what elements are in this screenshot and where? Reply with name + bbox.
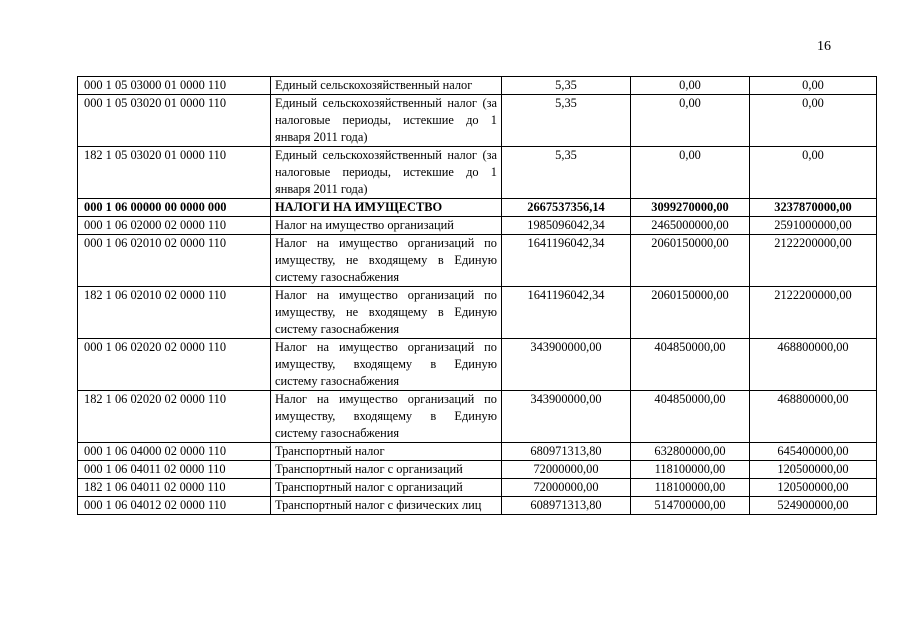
value-cell: 680971313,80 [502,443,631,461]
value-cell: 0,00 [750,77,877,95]
value-cell: 120500000,00 [750,461,877,479]
revenue-name-cell: Налог на имущество организаций [271,217,502,235]
value-cell: 404850000,00 [631,339,750,391]
value-cell: 0,00 [750,95,877,147]
value-cell: 645400000,00 [750,443,877,461]
table-row [78,199,877,217]
value-cell: 2667537356,14 [502,199,631,217]
table-row [78,147,877,199]
revenue-name-cell: Транспортный налог с организаций [271,461,502,479]
value-cell: 468800000,00 [750,391,877,443]
table-row [78,235,877,287]
value-cell: 0,00 [631,95,750,147]
revenue-name-cell: Налог на имущество организаций по имуществу, не входящему в Единую систему газоснабжения [271,235,502,287]
revenue-name-cell: Налог на имущество организаций по имуществу, входящему в Единую систему газоснабжения [271,391,502,443]
budget-code-cell: 000 1 06 02000 02 0000 110 [78,217,271,235]
revenue-name-cell: Единый сельскохозяйственный налог (за налоговые периоды, истекшие до 1 января 2011 года) [271,147,502,199]
table-row [78,339,877,391]
budget-code-cell: 000 1 06 04012 02 0000 110 [78,497,271,515]
value-cell: 2465000000,00 [631,217,750,235]
value-cell: 2122200000,00 [750,235,877,287]
value-cell: 608971313,80 [502,497,631,515]
revenue-name-cell: Налог на имущество организаций по имуществу, не входящему в Единую систему газоснабжения [271,287,502,339]
budget-code-cell: 000 1 05 03020 01 0000 110 [78,95,271,147]
value-cell: 404850000,00 [631,391,750,443]
budget-code-cell: 000 1 05 03000 01 0000 110 [78,77,271,95]
value-cell: 343900000,00 [502,391,631,443]
value-cell: 118100000,00 [631,479,750,497]
page-number: 16 [817,39,831,54]
budget-code-cell: 182 1 05 03020 01 0000 110 [78,147,271,199]
value-cell: 514700000,00 [631,497,750,515]
budget-code-cell: 000 1 06 02020 02 0000 110 [78,339,271,391]
table-row [78,95,877,147]
value-cell: 0,00 [750,147,877,199]
value-cell: 0,00 [631,147,750,199]
budget-code-cell: 000 1 06 02010 02 0000 110 [78,235,271,287]
value-cell: 72000000,00 [502,461,631,479]
table-row [78,443,877,461]
value-cell: 120500000,00 [750,479,877,497]
value-cell: 343900000,00 [502,339,631,391]
budget-code-cell: 182 1 06 02020 02 0000 110 [78,391,271,443]
revenue-name-cell: Единый сельскохозяйственный налог (за налоговые периоды, истекшие до 1 января 2011 года) [271,95,502,147]
budget-code-cell: 000 1 06 00000 00 0000 000 [78,199,271,217]
table-row [78,287,877,339]
revenue-name-cell: Транспортный налог с физических лиц [271,497,502,515]
table-body [78,77,877,515]
value-cell: 1985096042,34 [502,217,631,235]
value-cell: 524900000,00 [750,497,877,515]
value-cell: 5,35 [502,147,631,199]
value-cell: 2060150000,00 [631,235,750,287]
value-cell: 0,00 [631,77,750,95]
value-cell: 1641196042,34 [502,287,631,339]
value-cell: 2122200000,00 [750,287,877,339]
budget-code-cell: 000 1 06 04011 02 0000 110 [78,461,271,479]
table-row [78,479,877,497]
budget-code-cell: 000 1 06 04000 02 0000 110 [78,443,271,461]
value-cell: 468800000,00 [750,339,877,391]
value-cell: 2591000000,00 [750,217,877,235]
revenue-name-cell: Налог на имущество организаций по имуществу, входящему в Единую систему газоснабжения [271,339,502,391]
value-cell: 3099270000,00 [631,199,750,217]
value-cell: 118100000,00 [631,461,750,479]
table-row [78,77,877,95]
revenue-name-cell: Единый сельскохозяйственный налог [271,77,502,95]
value-cell: 5,35 [502,95,631,147]
value-cell: 72000000,00 [502,479,631,497]
revenue-name-cell: НАЛОГИ НА ИМУЩЕСТВО [271,199,502,217]
budget-revenue-table [77,76,877,515]
table-row [78,461,877,479]
table-row [78,497,877,515]
value-cell: 2060150000,00 [631,287,750,339]
table-row [78,391,877,443]
revenue-name-cell: Транспортный налог [271,443,502,461]
revenue-name-cell: Транспортный налог с организаций [271,479,502,497]
table-row [78,217,877,235]
value-cell: 1641196042,34 [502,235,631,287]
value-cell: 632800000,00 [631,443,750,461]
value-cell: 5,35 [502,77,631,95]
budget-code-cell: 182 1 06 02010 02 0000 110 [78,287,271,339]
budget-code-cell: 182 1 06 04011 02 0000 110 [78,479,271,497]
value-cell: 3237870000,00 [750,199,877,217]
